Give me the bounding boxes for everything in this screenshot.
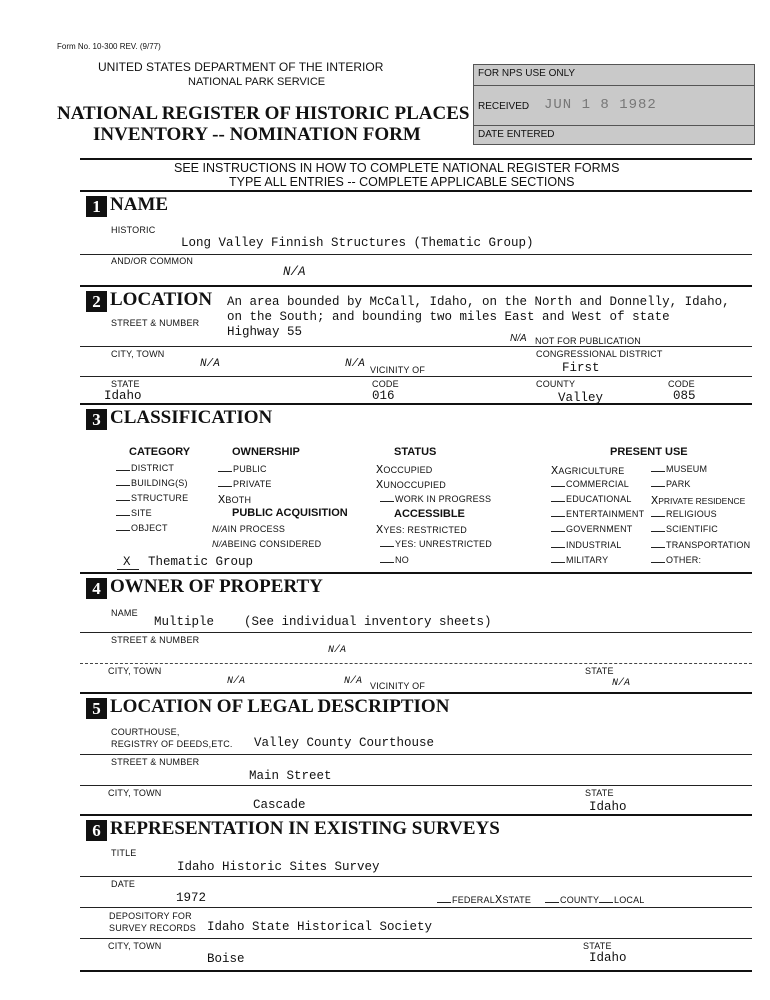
legal-street-value: Main Street — [249, 769, 332, 783]
use-industrial[interactable]: INDUSTRIAL — [551, 540, 622, 550]
acquisition-being-considered[interactable]: N/ABEING CONSIDERED — [212, 539, 322, 549]
use-educational[interactable]: EDUCATIONAL — [551, 494, 632, 504]
use-scientific[interactable]: SCIENTIFIC — [651, 524, 718, 534]
service-name: NATIONAL PARK SERVICE — [188, 76, 326, 88]
city-value: N/A — [200, 358, 220, 370]
location-street-line1: An area bounded by McCall, Idaho, on the North and Donnelly, Idaho, — [227, 295, 730, 309]
access-yes-unrestricted[interactable]: YES: UNRESTRICTED — [380, 539, 492, 549]
state-code-value: 016 — [372, 389, 395, 403]
date-entered-label: DATE ENTERED — [478, 129, 555, 140]
survey-federal[interactable]: FEDERAL — [437, 895, 495, 905]
use-government[interactable]: GOVERNMENT — [551, 524, 633, 534]
use-entertainment[interactable]: ENTERTAINMENT — [551, 509, 644, 519]
section-2-number: 2 — [86, 291, 107, 312]
congressional-district-label: CONGRESSIONAL DISTRICT — [536, 349, 663, 359]
instructions-line1: SEE INSTRUCTIONS IN HOW TO COMPLETE NATIONAL REGISTER FORMS — [174, 161, 620, 175]
form-subtitle: INVENTORY -- NOMINATION FORM — [93, 124, 421, 145]
ownership-public[interactable]: PUBLIC — [218, 464, 267, 474]
ownership-header: OWNERSHIP — [232, 446, 300, 458]
status-occupied[interactable]: XOCCUPIED — [376, 463, 433, 477]
not-for-publication-label: NOT FOR PUBLICATION — [535, 336, 641, 346]
status-unoccupied[interactable]: XUNOCCUPIED — [376, 478, 446, 492]
historic-label: HISTORIC — [111, 225, 156, 235]
access-no[interactable]: NO — [380, 555, 409, 565]
survey-county[interactable]: COUNTY — [545, 895, 599, 905]
form-title: NATIONAL REGISTER OF HISTORIC PLACES — [57, 103, 470, 124]
use-commercial[interactable]: COMMERCIAL — [551, 479, 629, 489]
use-agriculture[interactable]: XAGRICULTURE — [551, 464, 625, 478]
survey-state[interactable]: XSTATE — [495, 893, 532, 907]
legal-street-label: STREET & NUMBER — [111, 757, 200, 767]
congressional-district-value: First — [562, 361, 600, 375]
owner-city-value: N/A — [227, 676, 246, 687]
form-number: Form No. 10-300 REV. (9/77) — [57, 42, 161, 51]
owner-vicinity-label: VICINITY OF — [370, 681, 426, 691]
survey-title-value: Idaho Historic Sites Survey — [177, 860, 380, 874]
section-6-title: REPRESENTATION IN EXISTING SURVEYS — [110, 818, 500, 839]
legal-state-label: STATE — [585, 788, 614, 798]
survey-state-value: Idaho — [589, 951, 627, 965]
use-military[interactable]: MILITARY — [551, 555, 608, 565]
access-yes-restricted[interactable]: XYES: RESTRICTED — [376, 523, 467, 537]
state-value: Idaho — [104, 389, 142, 403]
courthouse-label-2: REGISTRY OF DEEDS,ETC. — [111, 739, 233, 749]
county-label: COUNTY — [536, 379, 576, 389]
historic-name: Long Valley Finnish Structures (Thematic Group) — [181, 236, 534, 250]
section-1-number: 1 — [86, 196, 107, 217]
owner-vicinity-mark: N/A — [344, 676, 363, 687]
category-header: CATEGORY — [129, 446, 191, 458]
county-code-value: 085 — [673, 389, 696, 403]
use-transportation[interactable]: TRANSPORTATION — [651, 540, 750, 550]
accessible-header: ACCESSIBLE — [394, 508, 465, 520]
survey-city-label: CITY, TOWN — [108, 941, 162, 951]
received-label: RECEIVED — [478, 101, 530, 112]
acquisition-in-process[interactable]: N/AIN PROCESS — [212, 524, 286, 534]
city-label: CITY, TOWN — [111, 349, 165, 359]
courthouse-label-1: COURTHOUSE, — [111, 727, 180, 737]
department-name: UNITED STATES DEPARTMENT OF THE INTERIOR — [98, 60, 384, 74]
legal-state-value: Idaho — [589, 800, 627, 814]
category-object[interactable]: OBJECT — [116, 523, 168, 533]
status-header: STATUS — [394, 446, 437, 458]
use-other[interactable]: OTHER: — [651, 555, 701, 565]
vicinity-mark: N/A — [345, 358, 365, 370]
section-4-title: OWNER OF PROPERTY — [110, 576, 323, 597]
depository-label-1: DEPOSITORY FOR — [109, 911, 192, 921]
section-5-number: 5 — [86, 698, 107, 719]
category-structure[interactable]: STRUCTURE — [116, 493, 188, 503]
section-5-title: LOCATION OF LEGAL DESCRIPTION — [110, 696, 450, 717]
section-4-number: 4 — [86, 578, 107, 599]
owner-name-label: NAME — [111, 608, 138, 618]
survey-local[interactable]: LOCAL — [599, 895, 645, 905]
nps-box-label: FOR NPS USE ONLY — [478, 68, 576, 79]
survey-date-value: 1972 — [176, 891, 207, 905]
category-district[interactable]: DISTRICT — [116, 463, 174, 473]
vicinity-label: VICINITY OF — [370, 365, 426, 375]
section-1-title: NAME — [110, 194, 169, 215]
survey-state-label: STATE — [583, 941, 612, 951]
public-acquisition-header: PUBLIC ACQUISITION — [232, 507, 348, 519]
owner-name-value: Multiple (See individual inventory sheets) — [154, 615, 492, 629]
category-site[interactable]: SITE — [116, 508, 152, 518]
county-code-label: CODE — [668, 379, 695, 389]
ownership-private[interactable]: PRIVATE — [218, 479, 272, 489]
survey-city-value: Boise — [207, 952, 245, 966]
legal-city-value: Cascade — [253, 798, 306, 812]
location-street-line2: on the South; and bounding two miles East and West of state — [227, 310, 670, 324]
thematic-group-value: Thematic Group — [148, 555, 254, 569]
legal-city-label: CITY, TOWN — [108, 788, 162, 798]
ownership-both[interactable]: XBOTH — [218, 493, 252, 507]
status-work-in-progress[interactable]: WORK IN PROGRESS — [380, 494, 491, 504]
depository-value: Idaho State Historical Society — [207, 920, 433, 934]
state-label: STATE — [111, 379, 140, 389]
courthouse-value: Valley County Courthouse — [254, 736, 435, 750]
owner-state-label: STATE — [585, 666, 614, 676]
use-park[interactable]: PARK — [651, 479, 691, 489]
thematic-mark: X — [123, 555, 131, 569]
section-3-number: 3 — [86, 409, 107, 430]
state-code-label: CODE — [372, 379, 399, 389]
category-buildings[interactable]: BUILDING(S) — [116, 478, 188, 488]
county-value: Valley — [558, 391, 604, 405]
section-3-title: CLASSIFICATION — [110, 407, 273, 428]
survey-title-label: TITLE — [111, 848, 137, 858]
owner-city-label: CITY, TOWN — [108, 666, 162, 676]
section-6-number: 6 — [86, 820, 107, 841]
common-label: AND/OR COMMON — [111, 256, 194, 266]
use-religious[interactable]: RELIGIOUS — [651, 509, 717, 519]
location-street-line3: Highway 55 — [227, 325, 303, 339]
use-museum[interactable]: MUSEUM — [651, 464, 707, 474]
owner-street-label: STREET & NUMBER — [111, 635, 200, 645]
owner-state-value: N/A — [612, 678, 631, 689]
present-use-header: PRESENT USE — [610, 446, 688, 458]
section-2-title: LOCATION — [110, 289, 213, 310]
instructions-line2: TYPE ALL ENTRIES -- COMPLETE APPLICABLE SECTIONS — [229, 175, 575, 189]
depository-label-2: SURVEY RECORDS — [109, 923, 196, 933]
use-private-residence[interactable]: XPRIVATE RESIDENCE — [651, 494, 746, 508]
received-date-stamp: JUN 1 8 1982 — [544, 97, 657, 113]
not-for-publication-mark: N/A — [510, 333, 527, 344]
street-label: STREET & NUMBER — [111, 318, 200, 328]
owner-street-value: N/A — [328, 645, 347, 656]
survey-date-label: DATE — [111, 879, 136, 889]
common-name: N/A — [283, 265, 306, 279]
